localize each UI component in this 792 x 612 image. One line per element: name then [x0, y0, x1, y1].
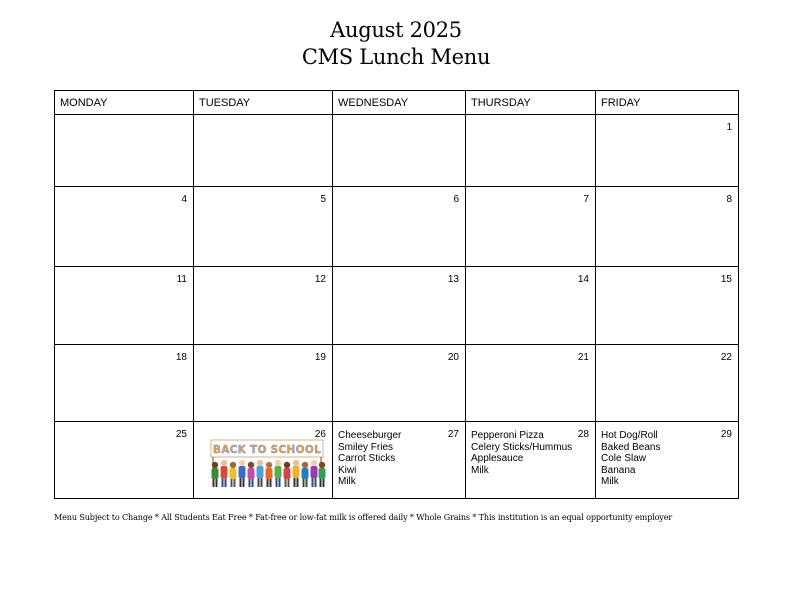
day-number: 15 — [720, 274, 732, 285]
day-number: 12 — [314, 274, 326, 285]
day-cell — [55, 115, 194, 187]
day-number: 27 — [447, 429, 459, 440]
day-cell — [466, 115, 596, 187]
menu-item: Banana — [601, 464, 636, 476]
day-cell — [466, 187, 596, 267]
footer-note: Menu Subject to Change * All Students Eat Free * Fat-free or low-fat milk is offered daily * Whole Grains * This institution is an equal opportunity employer — [54, 512, 673, 522]
day-number: 22 — [720, 352, 732, 363]
week-row — [55, 187, 739, 267]
day-cell — [55, 345, 194, 422]
weekday-header-monday: MONDAY — [55, 91, 194, 115]
day-number: 11 — [176, 274, 187, 285]
menu-item: Kiwi — [338, 464, 357, 476]
day-number: 26 — [314, 429, 326, 440]
day-cell — [596, 267, 739, 345]
weekday-header-wednesday: WEDNESDAY — [333, 91, 466, 115]
day-cell — [333, 267, 466, 345]
menu-item: Applesauce — [471, 453, 524, 464]
day-cell — [194, 267, 333, 345]
day-number: 5 — [320, 194, 326, 205]
day-cell — [333, 422, 466, 499]
day-number: 7 — [583, 194, 589, 205]
menu-item: Hot Dog/Roll — [601, 430, 658, 441]
menu-item: Milk — [471, 464, 489, 476]
day-number: 18 — [175, 352, 187, 363]
day-cell — [466, 345, 596, 422]
day-cell — [194, 187, 333, 267]
weekday-header-friday: FRIDAY — [596, 91, 739, 115]
day-cell — [194, 115, 333, 187]
day-number: 21 — [577, 352, 589, 363]
day-cell — [333, 187, 466, 267]
menu-item: Smiley Fries — [338, 441, 394, 453]
back-to-school-image — [205, 437, 329, 491]
day-number: 25 — [175, 429, 187, 440]
menu-item: Baked Beans — [601, 441, 661, 453]
weekday-header-thursday: THURSDAY — [466, 91, 596, 115]
children-crowd — [212, 460, 326, 487]
day-number: 20 — [447, 352, 459, 363]
calendar-grid — [54, 90, 739, 499]
page-title — [0, 17, 792, 71]
week-row — [55, 422, 739, 499]
menu-item: Carrot Sticks — [338, 453, 396, 464]
day-cell — [55, 267, 194, 345]
menu-list — [601, 430, 708, 488]
day-cell — [55, 187, 194, 267]
day-number: 28 — [577, 429, 589, 440]
day-cell — [333, 115, 466, 187]
week-row — [55, 267, 739, 345]
day-number: 14 — [577, 274, 589, 285]
day-number: 1 — [726, 122, 732, 133]
day-cell — [596, 345, 739, 422]
menu-item: Milk — [338, 476, 356, 487]
day-cell — [333, 345, 466, 422]
day-cell — [596, 422, 739, 499]
menu-item: Milk — [601, 476, 619, 487]
day-cell — [466, 422, 596, 499]
day-cell — [194, 345, 333, 422]
back-to-school-banner-text: BACK TO SCHOOL — [212, 444, 322, 456]
menu-item: Celery Sticks/Hummus — [471, 441, 573, 453]
day-cell — [466, 267, 596, 345]
day-number: 19 — [314, 352, 326, 363]
day-number: 13 — [447, 274, 459, 285]
menu-item: Cole Slaw — [601, 453, 647, 464]
day-number: 8 — [726, 194, 732, 205]
day-cell — [55, 422, 194, 499]
menu-list — [338, 430, 435, 488]
week-row — [55, 345, 739, 422]
month-title: August 2025 — [330, 18, 462, 42]
menu-list — [471, 430, 573, 476]
day-number: 29 — [720, 429, 732, 440]
menu-item: Pepperoni Pizza — [471, 430, 544, 441]
day-cell — [596, 187, 739, 267]
day-number: 4 — [181, 194, 187, 205]
weekday-header-tuesday: TUESDAY — [194, 91, 333, 115]
week-row — [55, 115, 739, 187]
day-cell — [596, 115, 739, 187]
day-number: 6 — [453, 194, 459, 205]
day-cell — [194, 422, 333, 499]
menu-title: CMS Lunch Menu — [301, 45, 491, 69]
menu-item: Cheeseburger — [338, 430, 402, 441]
weekday-header-row — [55, 91, 739, 115]
